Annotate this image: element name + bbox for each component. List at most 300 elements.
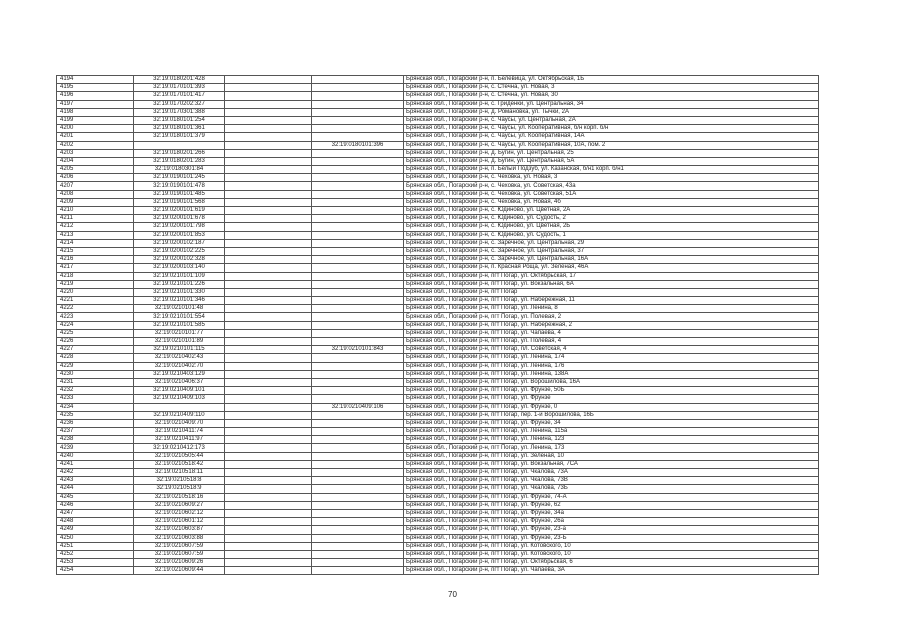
row-number-cell: 4239 [57, 444, 134, 452]
cadastral-number-alt-cell: 32:19:0210409:106 [312, 403, 404, 411]
cadastral-number-cell: 32:19:0210609:44 [134, 567, 225, 575]
cadastral-number-cell: 32:19:0180201:428 [134, 76, 225, 84]
cadastral-number-alt-cell [312, 182, 404, 190]
row-number-cell: 4224 [57, 321, 134, 329]
empty-cell [225, 501, 312, 509]
cadastral-number-cell: 32:19:0180101:361 [134, 125, 225, 133]
table-row [57, 526, 819, 534]
address-cell: Брянская обл., Погарский р-н, с. Чеховка, ул. Советская, 51А [404, 190, 819, 198]
table-row [57, 215, 819, 223]
table-row [57, 419, 819, 427]
empty-cell [225, 395, 312, 403]
empty-cell [225, 518, 312, 526]
address-cell: Брянская обл., Погарский р-н, пгт Погар, ул. Фрунзе, 34 [404, 419, 819, 427]
row-number-cell: 4199 [57, 116, 134, 124]
address-cell: Брянская обл., Погарский р-н, пгт Погар, ул. Чапаева, 3А [404, 567, 819, 575]
row-number-cell: 4196 [57, 92, 134, 100]
cadastral-number-cell: 32:19:0210518:11 [134, 469, 225, 477]
cadastral-number-alt-cell [312, 542, 404, 550]
row-number-cell: 4248 [57, 518, 134, 526]
row-number-cell: 4253 [57, 559, 134, 567]
empty-cell [225, 76, 312, 84]
row-number-cell: 4217 [57, 264, 134, 272]
cadastral-number-cell: 32:19:0210609:26 [134, 559, 225, 567]
table-row [57, 428, 819, 436]
empty-cell [225, 272, 312, 280]
empty-cell [225, 92, 312, 100]
row-number-cell: 4250 [57, 534, 134, 542]
address-cell: Брянская обл., Погарский р-н, пгт Погар [404, 288, 819, 296]
table-row [57, 321, 819, 329]
table-row [57, 387, 819, 395]
empty-cell [225, 133, 312, 141]
empty-cell [225, 436, 312, 444]
row-number-cell: 4200 [57, 125, 134, 133]
table-row [57, 338, 819, 346]
row-number-cell: 4201 [57, 133, 134, 141]
row-number-cell: 4226 [57, 338, 134, 346]
address-cell: Брянская обл., Погарский р-н, пгт Погар, ул. Зеленая, 10 [404, 452, 819, 460]
table-row [57, 280, 819, 288]
address-cell: Брянская обл., Погарский р-н, с. Заречное, ул. Центральная, 16А [404, 256, 819, 264]
table-row [57, 444, 819, 452]
address-cell: Брянская обл., Погарский р-н, пгт Погар, ул. Вокзальная, 6А [404, 280, 819, 288]
row-number-cell: 4241 [57, 460, 134, 468]
empty-cell [225, 354, 312, 362]
cadastral-number-alt-cell [312, 84, 404, 92]
address-cell: Брянская обл., Погарский р-н, пгт Погар, ул. Фрунзе, 26а [404, 518, 819, 526]
address-cell: Брянская обл., Погарский р-н, с. Чеховка, ул. Новая, 3 [404, 174, 819, 182]
row-number-cell: 4210 [57, 207, 134, 215]
address-cell: Брянская обл., Погарский р-н, пгт Погар, ул. Октябрьская, 17 [404, 272, 819, 280]
cadastral-number-alt-cell [312, 469, 404, 477]
empty-cell [225, 215, 312, 223]
cadastral-number-cell: 32:19:0170301:388 [134, 108, 225, 116]
row-number-cell: 4229 [57, 362, 134, 370]
row-number-cell: 4252 [57, 550, 134, 558]
empty-cell [225, 542, 312, 550]
address-cell: Брянская обл., Погарский р-н, с. Чаусы, ул. Центральная, 2А [404, 116, 819, 124]
cadastral-number-cell [134, 403, 225, 411]
address-cell: Брянская обл., Погарский р-н, с. Юдиново, ул. Судость, 2 [404, 215, 819, 223]
cadastral-number-cell: 32:19:0210411:74 [134, 428, 225, 436]
row-number-cell: 4235 [57, 411, 134, 419]
table-row [57, 198, 819, 206]
cadastral-number-alt-cell [312, 76, 404, 84]
empty-cell [225, 559, 312, 567]
row-number-cell: 4251 [57, 542, 134, 550]
address-cell: Брянская обл., Погарский р-н, пгт Погар, ул. Вокзальная, 7СА [404, 460, 819, 468]
row-number-cell: 4233 [57, 395, 134, 403]
empty-cell [225, 174, 312, 182]
cadastral-number-cell: 32:19:0200101:853 [134, 231, 225, 239]
empty-cell [225, 182, 312, 190]
table-row [57, 297, 819, 305]
row-number-cell: 4225 [57, 329, 134, 337]
empty-cell [225, 247, 312, 255]
empty-cell [225, 485, 312, 493]
cadastral-number-cell: 32:19:0210101:89 [134, 338, 225, 346]
table-row [57, 264, 819, 272]
cadastral-number-cell: 32:19:0200102:225 [134, 247, 225, 255]
table-row [57, 509, 819, 517]
cadastral-number-cell: 32:19:0210403:129 [134, 370, 225, 378]
cadastral-number-alt-cell [312, 256, 404, 264]
cadastral-number-alt-cell [312, 485, 404, 493]
row-number-cell: 4238 [57, 436, 134, 444]
empty-cell [225, 387, 312, 395]
table-row [57, 329, 819, 337]
cadastral-number-alt-cell [312, 198, 404, 206]
cadastral-number-cell: 32:19:0170202:327 [134, 100, 225, 108]
table-row [57, 100, 819, 108]
address-cell: Брянская обл., Погарский р-н, пгт Погар, ул. Ленина, 115а [404, 428, 819, 436]
row-number-cell: 4209 [57, 198, 134, 206]
table-row [57, 223, 819, 231]
address-cell: Брянская обл., Погарский р-н, пгт Погар, ул. Ленина, 8 [404, 305, 819, 313]
row-number-cell: 4218 [57, 272, 134, 280]
cadastral-number-alt-cell [312, 395, 404, 403]
cadastral-number-alt-cell [312, 550, 404, 558]
empty-cell [225, 256, 312, 264]
row-number-cell: 4202 [57, 141, 134, 149]
cadastral-number-alt-cell [312, 518, 404, 526]
empty-cell [225, 338, 312, 346]
row-number-cell: 4205 [57, 166, 134, 174]
row-number-cell: 4244 [57, 485, 134, 493]
cadastral-number-alt-cell [312, 338, 404, 346]
cadastral-number-alt-cell [312, 247, 404, 255]
address-cell: Брянская обл., Погарский р-н, пгт Погар, ул. Чкалова, 73А [404, 469, 819, 477]
cadastral-number-alt-cell [312, 223, 404, 231]
row-number-cell: 4220 [57, 288, 134, 296]
empty-cell [225, 264, 312, 272]
cadastral-number-alt-cell [312, 567, 404, 575]
cadastral-number-cell: 32:19:0200102:328 [134, 256, 225, 264]
empty-cell [225, 526, 312, 534]
address-cell: Брянская обл., Погарский р-н, пгт Погар, ул. Котовского, 10 [404, 550, 819, 558]
row-number-cell: 4234 [57, 403, 134, 411]
address-cell: Брянская обл., Погарский р-н, с. Стечна, ул. Новая, 30 [404, 92, 819, 100]
cadastral-number-alt-cell [312, 133, 404, 141]
empty-cell [225, 116, 312, 124]
empty-cell [225, 231, 312, 239]
cadastral-number-cell: 32:19:0180201:266 [134, 149, 225, 157]
table-row [57, 346, 819, 354]
cadastral-number-alt-cell [312, 305, 404, 313]
cadastral-number-cell: 32:19:0180301:84 [134, 166, 225, 174]
cadastral-number-alt-cell [312, 321, 404, 329]
cadastral-number-cell: 32:19:0170101:417 [134, 92, 225, 100]
table-row [57, 288, 819, 296]
row-number-cell: 4214 [57, 239, 134, 247]
table-row [57, 157, 819, 165]
table-row [57, 534, 819, 542]
cadastral-number-alt-cell [312, 534, 404, 542]
row-number-cell: 4230 [57, 370, 134, 378]
row-number-cell: 4207 [57, 182, 134, 190]
table-row [57, 174, 819, 182]
cadastral-number-cell: 32:19:0210518:16 [134, 493, 225, 501]
cadastral-number-cell: 32:19:0210101:346 [134, 297, 225, 305]
cadastral-number-alt-cell [312, 436, 404, 444]
cadastral-number-alt-cell [312, 501, 404, 509]
address-cell: Брянская обл., Погарский р-н, пгт Погар, ул. Чкалова, 73В [404, 477, 819, 485]
empty-cell [225, 166, 312, 174]
cadastral-number-alt-cell [312, 297, 404, 305]
cadastral-number-alt-cell [312, 174, 404, 182]
row-number-cell: 4212 [57, 223, 134, 231]
address-cell: Брянская обл., Погарский р-н, пгт Погар, ул. Ленина, 176 [404, 362, 819, 370]
cadastral-number-cell: 32:19:0210101:330 [134, 288, 225, 296]
table-row [57, 84, 819, 92]
table-row [57, 403, 819, 411]
row-number-cell: 4228 [57, 354, 134, 362]
cadastral-number-cell: 32:19:0210101:77 [134, 329, 225, 337]
address-cell: Брянская обл., Погарский р-н, пгт Погар, ул. Фрунзе, 74-А [404, 493, 819, 501]
cadastral-number-alt-cell [312, 329, 404, 337]
cadastral-number-cell: 32:19:0210607:59 [134, 542, 225, 550]
row-number-cell: 4243 [57, 477, 134, 485]
cadastral-number-alt-cell [312, 190, 404, 198]
row-number-cell: 4240 [57, 452, 134, 460]
empty-cell [225, 280, 312, 288]
empty-cell [225, 108, 312, 116]
address-cell: Брянская обл., Погарский р-н, пгт Погар, ул. Фрунзе, 34а [404, 509, 819, 517]
cadastral-number-cell: 32:19:0210409:103 [134, 395, 225, 403]
empty-cell [225, 460, 312, 468]
registry-table-body [57, 76, 819, 575]
empty-cell [225, 100, 312, 108]
cadastral-number-alt-cell [312, 477, 404, 485]
cadastral-number-alt-cell [312, 362, 404, 370]
address-cell: Брянская обл., Погарский р-н, пгт Погар, ул. Фрунзе, 50Б [404, 387, 819, 395]
registry-table-container [56, 75, 818, 575]
table-row [57, 239, 819, 247]
row-number-cell: 4213 [57, 231, 134, 239]
cadastral-number-alt-cell [312, 378, 404, 386]
cadastral-number-cell: 32:19:0210409:70 [134, 419, 225, 427]
empty-cell [225, 534, 312, 542]
cadastral-number-alt-cell: 32:19:0210101:843 [312, 346, 404, 354]
row-number-cell: 4222 [57, 305, 134, 313]
row-number-cell: 4211 [57, 215, 134, 223]
empty-cell [225, 567, 312, 575]
address-cell: Брянская обл., Погарский р-н, пгт Погар, ул. Чапаева, 4 [404, 329, 819, 337]
address-cell: Брянская обл., Погарский р-н, с. Заречное, ул. Центральная, 37 [404, 247, 819, 255]
table-row [57, 436, 819, 444]
table-row [57, 542, 819, 550]
table-row [57, 125, 819, 133]
row-number-cell: 4227 [57, 346, 134, 354]
cadastral-number-alt-cell [312, 272, 404, 280]
empty-cell [225, 403, 312, 411]
empty-cell [225, 84, 312, 92]
empty-cell [225, 509, 312, 517]
row-number-cell: 4249 [57, 526, 134, 534]
address-cell: Брянская обл., Погарский р-н, п. Красная Роща, ул. Зеленая, 46А [404, 264, 819, 272]
empty-cell [225, 477, 312, 485]
row-number-cell: 4232 [57, 387, 134, 395]
address-cell: Брянская обл., Погарский р-н, п. Белый Подзуб, ул. Казанская, б/н1 корп. б/н1 [404, 166, 819, 174]
address-cell: Брянская обл., Погарский р-н, с. Чаусы, ул. Кооперативная, 14А [404, 133, 819, 141]
cadastral-number-alt-cell [312, 526, 404, 534]
empty-cell [225, 469, 312, 477]
table-row [57, 493, 819, 501]
row-number-cell: 4223 [57, 313, 134, 321]
row-number-cell: 4203 [57, 149, 134, 157]
cadastral-number-cell: 32:19:0210412:173 [134, 444, 225, 452]
table-row [57, 108, 819, 116]
address-cell: Брянская обл., Погарский р-н, пгт Погар, ул. Набережная, 2 [404, 321, 819, 329]
registry-table [56, 75, 819, 575]
empty-cell [225, 370, 312, 378]
cadastral-number-alt-cell [312, 428, 404, 436]
row-number-cell: 4219 [57, 280, 134, 288]
cadastral-number-cell: 32:19:0190101:568 [134, 198, 225, 206]
cadastral-number-alt-cell [312, 387, 404, 395]
address-cell: Брянская обл., Погарский р-н, пгт Погар, ул. Фрунзе, 23-а [404, 526, 819, 534]
empty-cell [225, 411, 312, 419]
address-cell: Брянская обл., Погарский р-н, с. Стечна, ул. Новая, 3 [404, 84, 819, 92]
empty-cell [225, 157, 312, 165]
table-row [57, 550, 819, 558]
address-cell: Брянская обл., Погарский р-н, пгт Погар, пер. 1-й Ворошилова, 16Б [404, 411, 819, 419]
cadastral-number-alt-cell [312, 493, 404, 501]
address-cell: Брянская обл., Погарский р-н, пгт Погар, ул. Ленина, 174 [404, 354, 819, 362]
cadastral-number-cell: 32:19:0190101:478 [134, 182, 225, 190]
cadastral-number-alt-cell: 32:19:0180101:396 [312, 141, 404, 149]
address-cell: Брянская обл., Погарский р-н, пгт Погар, ул. Полевая, 2 [404, 313, 819, 321]
row-number-cell: 4231 [57, 378, 134, 386]
cadastral-number-alt-cell [312, 207, 404, 215]
empty-cell [225, 198, 312, 206]
address-cell: Брянская обл., Погарский р-н, с. Чаусы, ул. Кооперативная, 10А, пом. 2 [404, 141, 819, 149]
cadastral-number-alt-cell [312, 116, 404, 124]
cadastral-number-cell: 32:19:0210518:9 [134, 485, 225, 493]
table-row [57, 231, 819, 239]
table-row [57, 501, 819, 509]
table-row [57, 477, 819, 485]
table-row [57, 485, 819, 493]
table-row [57, 116, 819, 124]
cadastral-number-cell: 32:19:0170101:393 [134, 84, 225, 92]
cadastral-number-cell: 32:19:0180101:254 [134, 116, 225, 124]
row-number-cell: 4215 [57, 247, 134, 255]
address-cell: Брянская обл., Погарский р-н, пгт Погар, ул. Ворошилова, 16А [404, 378, 819, 386]
cadastral-number-cell: 32:19:0210101:48 [134, 305, 225, 313]
empty-cell [225, 288, 312, 296]
cadastral-number-alt-cell [312, 215, 404, 223]
row-number-cell: 4247 [57, 509, 134, 517]
row-number-cell: 4208 [57, 190, 134, 198]
cadastral-number-alt-cell [312, 92, 404, 100]
table-row [57, 460, 819, 468]
cadastral-number-alt-cell [312, 419, 404, 427]
row-number-cell: 4254 [57, 567, 134, 575]
address-cell: Брянская обл., Погарский р-н, пгт Погар, пл. Советская, 4 [404, 346, 819, 354]
table-row [57, 469, 819, 477]
cadastral-number-cell: 32:19:0180201:283 [134, 157, 225, 165]
cadastral-number-cell: 32:19:0180101:379 [134, 133, 225, 141]
cadastral-number-alt-cell [312, 239, 404, 247]
empty-cell [225, 141, 312, 149]
address-cell: Брянская обл., Погарский р-н, с. Заречное, ул. Центральная, 29 [404, 239, 819, 247]
cadastral-number-cell: 32:19:0200101:798 [134, 223, 225, 231]
empty-cell [225, 223, 312, 231]
cadastral-number-alt-cell [312, 313, 404, 321]
cadastral-number-alt-cell [312, 125, 404, 133]
cadastral-number-cell: 32:19:0210406:37 [134, 378, 225, 386]
table-row [57, 452, 819, 460]
address-cell: Брянская обл., Погарский р-н, с. Юдиново, ул. Цветная, 2Б [404, 223, 819, 231]
cadastral-number-cell: 32:19:0210402:70 [134, 362, 225, 370]
empty-cell [225, 125, 312, 133]
cadastral-number-alt-cell [312, 452, 404, 460]
cadastral-number-cell: 32:19:0210101:585 [134, 321, 225, 329]
cadastral-number-alt-cell [312, 166, 404, 174]
address-cell: Брянская обл., Погарский р-н, пгт Погар, ул. Фрунзе, 0 [404, 403, 819, 411]
cadastral-number-cell: 32:19:0210518:8 [134, 477, 225, 485]
address-cell: Брянская обл., Погарский р-н, с. Чеховка, ул. Советская, 43а [404, 182, 819, 190]
row-number-cell: 4245 [57, 493, 134, 501]
table-row [57, 166, 819, 174]
address-cell: Брянская обл., Погарский р-н, с. Чаусы, ул. Кооперативная, б/н корп. б/н [404, 125, 819, 133]
cadastral-number-cell: 32:19:0210101:115 [134, 346, 225, 354]
address-cell: Брянская обл., Погарский р-н, с. Гриденки, ул. Центральная, 34 [404, 100, 819, 108]
empty-cell [225, 321, 312, 329]
cadastral-number-cell [134, 141, 225, 149]
address-cell: Брянская обл., Погарский р-н, пгт Погар, ул. Набережная, 11 [404, 297, 819, 305]
table-row [57, 354, 819, 362]
row-number-cell: 4195 [57, 84, 134, 92]
table-row [57, 133, 819, 141]
cadastral-number-alt-cell [312, 411, 404, 419]
address-cell: Брянская обл., Погарский р-н, пгт Погар, ул. Ленина, 123 [404, 436, 819, 444]
cadastral-number-cell: 32:19:0190101:485 [134, 190, 225, 198]
cadastral-number-cell: 32:19:0210518:42 [134, 460, 225, 468]
cadastral-number-alt-cell [312, 509, 404, 517]
cadastral-number-cell: 32:19:0210601:12 [134, 518, 225, 526]
empty-cell [225, 493, 312, 501]
row-number-cell: 4198 [57, 108, 134, 116]
cadastral-number-alt-cell [312, 157, 404, 165]
table-row [57, 362, 819, 370]
empty-cell [225, 378, 312, 386]
empty-cell [225, 313, 312, 321]
table-row [57, 370, 819, 378]
table-row [57, 149, 819, 157]
cadastral-number-cell: 32:19:0200101:619 [134, 207, 225, 215]
cadastral-number-cell: 32:19:0210603:87 [134, 526, 225, 534]
cadastral-number-cell: 32:19:0210409:101 [134, 387, 225, 395]
cadastral-number-cell: 32:19:0210609:27 [134, 501, 225, 509]
page-number: 70 [448, 590, 457, 599]
cadastral-number-alt-cell [312, 280, 404, 288]
address-cell: Брянская обл., Погарский р-н, д. Романовка, ул. Тычки, 2А [404, 108, 819, 116]
row-number-cell: 4216 [57, 256, 134, 264]
table-row [57, 305, 819, 313]
table-row [57, 313, 819, 321]
empty-cell [225, 346, 312, 354]
cadastral-number-alt-cell [312, 559, 404, 567]
address-cell: Брянская обл., Погарский р-н, с. Юдиново, ул. Судость, 1 [404, 231, 819, 239]
row-number-cell: 4237 [57, 428, 134, 436]
row-number-cell: 4236 [57, 419, 134, 427]
address-cell: Брянская обл., Погарский р-н, с. Чеховка, ул. Новая, 4б [404, 198, 819, 206]
empty-cell [225, 190, 312, 198]
cadastral-number-cell: 32:19:0210101:226 [134, 280, 225, 288]
